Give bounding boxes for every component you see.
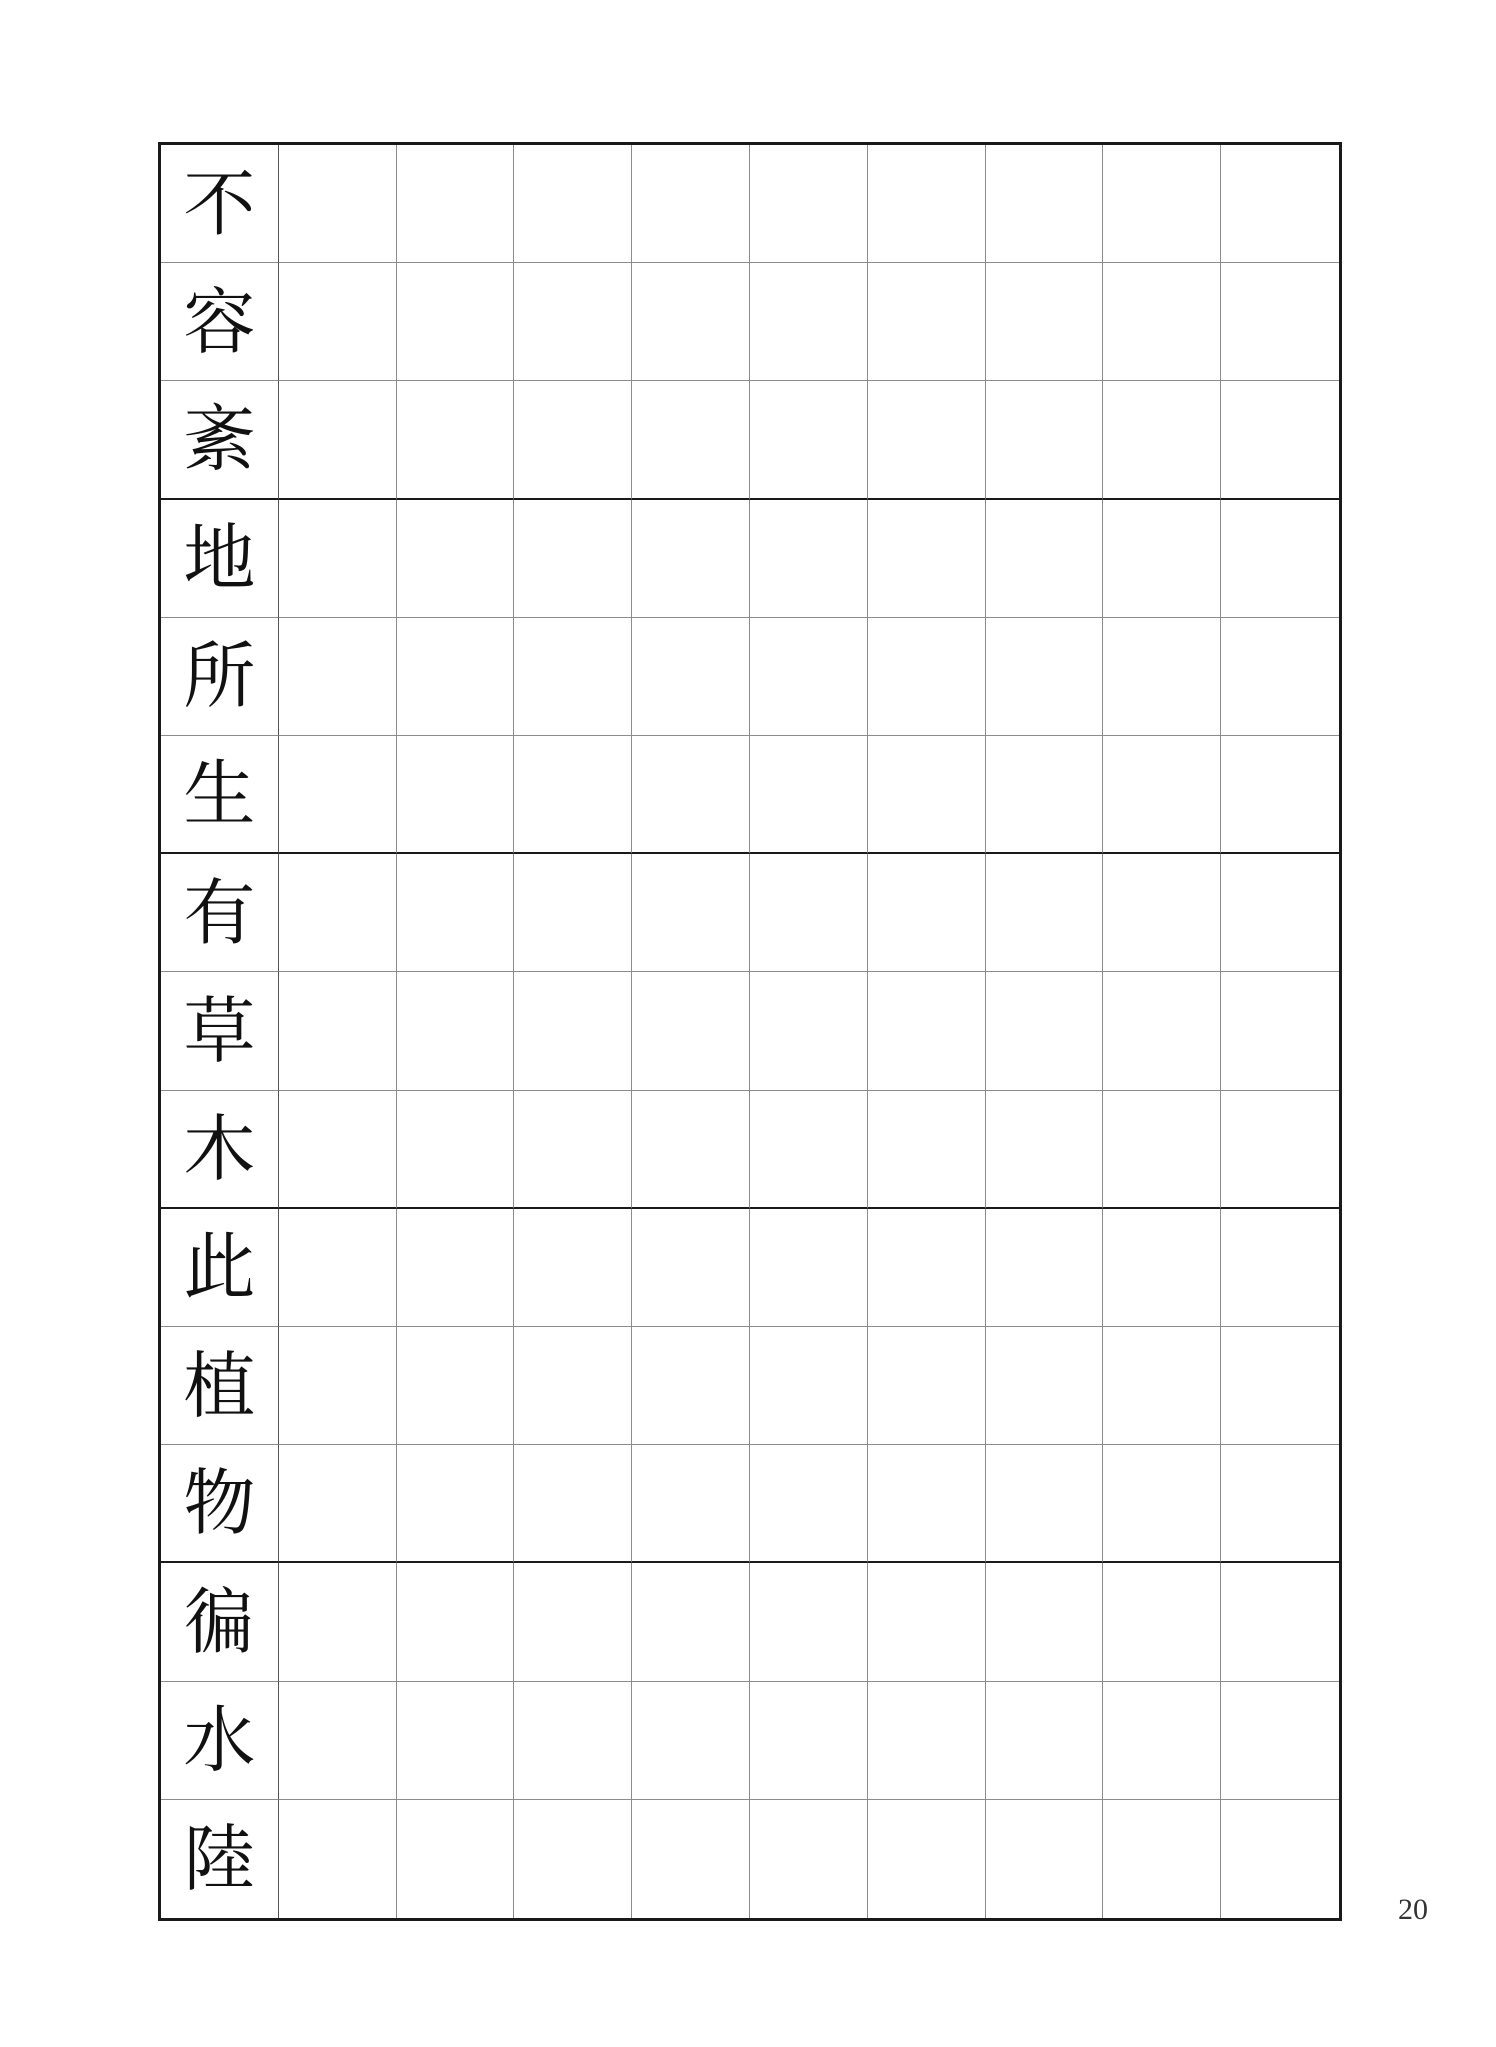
practice-cell — [1103, 1209, 1221, 1327]
practice-cell — [986, 1682, 1104, 1800]
practice-cell — [632, 1445, 750, 1563]
practice-cell — [1103, 618, 1221, 736]
practice-cell — [632, 381, 750, 499]
practice-cell — [1221, 1091, 1339, 1209]
practice-cell — [986, 381, 1104, 499]
practice-cell — [514, 972, 632, 1090]
practice-cell — [868, 500, 986, 618]
practice-cell — [514, 1327, 632, 1445]
practice-cell — [279, 618, 397, 736]
practice-cell — [1221, 263, 1339, 381]
practice-cell — [986, 263, 1104, 381]
model-character: 徧 — [183, 1579, 256, 1664]
practice-cell — [279, 381, 397, 499]
model-character: 所 — [183, 634, 256, 719]
practice-cell — [868, 618, 986, 736]
practice-cell — [397, 854, 515, 972]
practice-cell — [750, 1209, 868, 1327]
practice-cell — [632, 500, 750, 618]
model-character-cell — [161, 1800, 279, 1918]
practice-cell — [632, 1209, 750, 1327]
model-character: 地 — [183, 516, 256, 601]
model-character-cell — [161, 1327, 279, 1445]
practice-cell — [1103, 1445, 1221, 1563]
practice-cell — [750, 500, 868, 618]
practice-cell — [632, 854, 750, 972]
practice-cell — [632, 618, 750, 736]
practice-cell — [868, 145, 986, 263]
practice-cell — [1103, 1327, 1221, 1445]
model-character: 紊 — [183, 397, 256, 482]
practice-cell — [750, 736, 868, 854]
practice-cell — [1221, 1445, 1339, 1563]
practice-cell — [279, 500, 397, 618]
model-character: 容 — [183, 279, 256, 364]
practice-cell — [868, 263, 986, 381]
practice-cell — [750, 381, 868, 499]
practice-cell — [986, 736, 1104, 854]
practice-cell — [868, 1091, 986, 1209]
practice-cell — [750, 1327, 868, 1445]
practice-cell — [750, 1563, 868, 1681]
practice-cell — [868, 1800, 986, 1918]
practice-cell — [632, 736, 750, 854]
practice-cell — [868, 381, 986, 499]
model-character-cell — [161, 145, 279, 263]
practice-cell — [986, 1800, 1104, 1918]
practice-cell — [750, 854, 868, 972]
practice-cell — [986, 145, 1104, 263]
model-character: 水 — [183, 1698, 256, 1783]
practice-cell — [868, 1682, 986, 1800]
practice-cell — [514, 145, 632, 263]
model-character: 此 — [183, 1225, 256, 1310]
practice-cell — [279, 1327, 397, 1445]
practice-cell — [986, 854, 1104, 972]
practice-cell — [632, 1091, 750, 1209]
practice-cell — [514, 500, 632, 618]
model-character-cell — [161, 972, 279, 1090]
model-character: 有 — [183, 870, 256, 955]
practice-cell — [750, 1445, 868, 1563]
practice-cell — [986, 1209, 1104, 1327]
model-character-cell — [161, 1209, 279, 1327]
practice-cell — [986, 1091, 1104, 1209]
model-character: 植 — [183, 1343, 256, 1428]
practice-cell — [514, 854, 632, 972]
model-character-cell — [161, 618, 279, 736]
practice-cell — [1103, 500, 1221, 618]
practice-cell — [397, 1800, 515, 1918]
practice-cell — [397, 263, 515, 381]
model-character-cell — [161, 263, 279, 381]
practice-cell — [514, 263, 632, 381]
practice-cell — [397, 618, 515, 736]
model-character: 不 — [183, 161, 256, 246]
practice-cell — [514, 1682, 632, 1800]
practice-cell — [1103, 854, 1221, 972]
practice-cell — [397, 1091, 515, 1209]
model-character: 物 — [183, 1461, 256, 1546]
practice-cell — [1221, 145, 1339, 263]
practice-cell — [397, 1682, 515, 1800]
model-character-cell — [161, 1682, 279, 1800]
practice-cell — [1221, 618, 1339, 736]
practice-cell — [1103, 1563, 1221, 1681]
practice-cell — [397, 381, 515, 499]
model-character: 木 — [183, 1106, 256, 1191]
practice-cell — [868, 1327, 986, 1445]
practice-cell — [750, 263, 868, 381]
practice-cell — [986, 1327, 1104, 1445]
practice-cell — [279, 1800, 397, 1918]
practice-cell — [986, 1445, 1104, 1563]
practice-cell — [868, 1209, 986, 1327]
practice-cell — [986, 500, 1104, 618]
practice-cell — [514, 381, 632, 499]
model-character-cell — [161, 854, 279, 972]
practice-cell — [1221, 381, 1339, 499]
practice-cell — [514, 1091, 632, 1209]
practice-cell — [279, 1091, 397, 1209]
practice-cell — [986, 1563, 1104, 1681]
practice-cell — [1103, 263, 1221, 381]
practice-cell — [279, 736, 397, 854]
practice-cell — [279, 1682, 397, 1800]
model-character-cell — [161, 381, 279, 499]
practice-cell — [986, 972, 1104, 1090]
practice-cell — [632, 145, 750, 263]
practice-cell — [868, 736, 986, 854]
practice-cell — [514, 736, 632, 854]
practice-cell — [1221, 972, 1339, 1090]
practice-cell — [397, 1327, 515, 1445]
practice-grid — [158, 142, 1342, 1921]
practice-cell — [514, 1209, 632, 1327]
practice-cell — [632, 1682, 750, 1800]
model-character: 陸 — [183, 1816, 256, 1901]
model-character-cell — [161, 1091, 279, 1209]
practice-cell — [1221, 1327, 1339, 1445]
practice-cell — [397, 500, 515, 618]
practice-cell — [1221, 500, 1339, 618]
practice-cell — [514, 1563, 632, 1681]
practice-cell — [750, 972, 868, 1090]
practice-cell — [279, 854, 397, 972]
practice-cell — [1221, 1563, 1339, 1681]
model-character-cell — [161, 736, 279, 854]
practice-cell — [1103, 381, 1221, 499]
practice-cell — [397, 145, 515, 263]
practice-cell — [279, 1563, 397, 1681]
practice-cell — [632, 1327, 750, 1445]
practice-cell — [750, 1682, 868, 1800]
model-character-cell — [161, 500, 279, 618]
practice-cell — [514, 1800, 632, 1918]
practice-cell — [279, 1445, 397, 1563]
practice-cell — [1221, 1682, 1339, 1800]
practice-cell — [1103, 145, 1221, 263]
practice-cell — [1221, 854, 1339, 972]
practice-cell — [514, 1445, 632, 1563]
practice-cell — [1221, 1800, 1339, 1918]
practice-cell — [1221, 736, 1339, 854]
practice-cell — [750, 1091, 868, 1209]
practice-cell — [632, 1800, 750, 1918]
practice-cell — [632, 263, 750, 381]
practice-cell — [397, 1445, 515, 1563]
practice-cell — [397, 1563, 515, 1681]
practice-cell — [397, 972, 515, 1090]
practice-cell — [868, 1563, 986, 1681]
practice-cell — [1103, 972, 1221, 1090]
practice-cell — [868, 972, 986, 1090]
practice-cell — [1103, 1682, 1221, 1800]
practice-cell — [632, 972, 750, 1090]
model-character-cell — [161, 1563, 279, 1681]
practice-cell — [632, 1563, 750, 1681]
practice-cell — [868, 854, 986, 972]
practice-cell — [1103, 1800, 1221, 1918]
practice-cell — [986, 618, 1104, 736]
practice-cell — [1103, 1091, 1221, 1209]
practice-cell — [868, 1445, 986, 1563]
model-character-cell — [161, 1445, 279, 1563]
model-character: 草 — [183, 988, 256, 1073]
practice-cell — [750, 618, 868, 736]
model-character: 生 — [183, 752, 256, 837]
practice-cell — [397, 736, 515, 854]
practice-cell — [1221, 1209, 1339, 1327]
practice-cell — [750, 1800, 868, 1918]
practice-cell — [1103, 736, 1221, 854]
practice-cell — [397, 1209, 515, 1327]
page-number: 20 — [1398, 1893, 1428, 1926]
practice-cell — [279, 1209, 397, 1327]
practice-cell — [279, 263, 397, 381]
practice-cell — [279, 972, 397, 1090]
practice-cell — [514, 618, 632, 736]
practice-cell — [750, 145, 868, 263]
practice-cell — [279, 145, 397, 263]
